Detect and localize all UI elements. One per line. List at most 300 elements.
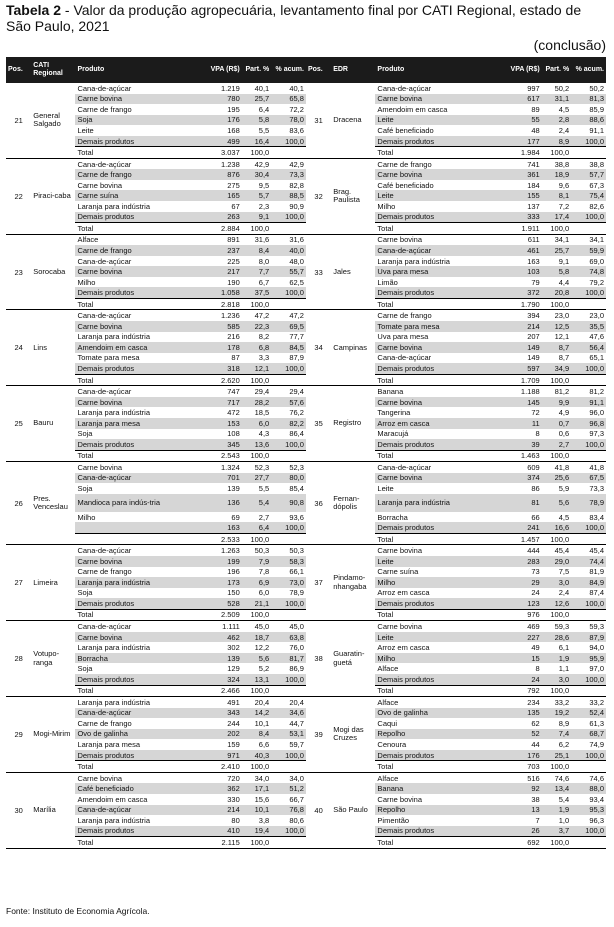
right-acum-cell: 96,0 [589,408,604,418]
left-product-cell: Laranja para indústria [77,815,150,825]
left-acum-cell: 81,7 [271,653,306,664]
left-product-cell: Carne bovina [75,321,203,332]
right-product-cell: Leite [375,632,503,643]
right-acum-cell: 85,9 [589,104,604,114]
right-region: São Paulo [331,772,375,848]
right-acum-cell: 100,0 [571,522,606,533]
right-vpa-cell: 92 [504,783,542,794]
right-position: 39 [306,697,331,773]
right-vpa-cell: 13 [504,805,542,816]
left-product-cell: Total [75,761,203,773]
left-product-cell: Laranja para indústria [77,332,150,342]
left-product-cell: Carne bovina [75,397,203,408]
right-part-cell: 1,9 [542,653,571,664]
right-part-cell: 18,9 [542,169,571,180]
left-acum-cell: 53,1 [271,729,306,740]
right-vpa-cell: 81 [504,494,542,512]
right-acum-cell: 82,6 [589,201,604,211]
right-product-cell: Carne bovina [375,169,503,180]
left-acum-cell: 80,6 [289,815,304,825]
right-acum-cell: 45,4 [589,546,604,556]
right-vpa-cell: 177 [504,136,542,147]
right-acum-cell: 84,9 [571,577,606,588]
left-acum-cell: 100,0 [271,287,306,298]
right-acum-cell: 100,0 [571,826,606,837]
left-position: 30 [6,772,31,848]
left-product-cell: Total [75,223,203,235]
left-acum-cell [271,533,306,545]
right-region: Campinas [331,310,375,386]
right-acum-cell: 41,8 [589,462,604,472]
left-acum-cell: 78,9 [289,588,304,598]
left-acum-cell: 100,0 [271,826,306,837]
right-position: 40 [306,772,331,848]
right-product-cell: Leite [375,190,503,201]
left-region: Bauru [31,386,75,462]
right-part-cell: 9,6 [558,180,570,190]
header-product-right: Produto [375,57,503,83]
right-vpa-cell: 372 [504,287,542,298]
left-product-cell: Soja [75,115,203,126]
left-part-cell: 100,0 [242,450,271,462]
right-part-cell: 7,2 [558,201,570,211]
right-part-cell: 25,1 [542,750,571,761]
right-vpa-cell: 8 [535,664,540,674]
right-product-cell: Carne de frango [377,159,432,169]
left-vpa-cell: 701 [204,473,242,484]
right-part-cell: 50,2 [554,83,570,93]
right-region: Pindamo-nhangaba [331,545,375,621]
left-acum-cell: 86,9 [289,664,304,674]
right-part-cell: 5,8 [542,266,571,277]
left-vpa-cell: 1.263 [220,546,240,556]
right-vpa-cell: 79 [531,277,540,287]
left-vpa-cell: 237 [204,245,242,256]
left-part-cell: 5,8 [242,115,271,126]
right-part-cell: 100,0 [542,533,571,545]
left-product-cell: Demais produtos [75,439,203,450]
right-part-cell: 3,0 [542,577,571,588]
left-vpa-cell: 472 [227,408,240,418]
right-part-cell: 7,5 [558,567,570,577]
left-vpa-cell: 1.219 [220,83,240,93]
left-vpa-cell: 343 [204,708,242,719]
left-vpa-cell: 318 [204,363,242,374]
header-part-left: Part. % [242,57,271,83]
right-part-cell: 12,1 [554,332,570,342]
right-position: 33 [306,234,331,310]
left-vpa-cell: 225 [227,256,240,266]
right-acum-cell [571,374,606,386]
right-part-cell: 100,0 [542,298,571,310]
right-part-cell: 5,4 [558,794,570,804]
right-acum-cell: 47,6 [589,332,604,342]
left-acum-cell [271,685,306,697]
right-product-cell: Leite [375,115,503,126]
left-position: 26 [6,462,31,545]
right-vpa-cell: 103 [504,266,542,277]
left-product-cell: Cana-de-açúcar [77,256,132,266]
left-position: 22 [6,158,31,234]
left-acum-cell: 82,8 [289,180,304,190]
left-vpa-cell: 2.620 [204,374,242,386]
right-product-cell: Café beneficiado [377,180,434,190]
left-acum-cell: 83,6 [289,125,304,135]
right-acum-cell: 52,4 [571,708,606,719]
left-product-cell: Laranja para mesa [77,740,140,750]
left-position: 29 [6,697,31,773]
left-part-cell: 100,0 [242,609,271,621]
left-vpa-cell: 780 [204,94,242,105]
left-acum-cell: 100,0 [271,598,306,609]
left-part-cell: 5,6 [242,653,271,664]
left-vpa-cell: 891 [227,235,240,245]
left-vpa-cell: 176 [204,115,242,126]
right-part-cell: 100,0 [542,147,571,159]
right-product-cell: Arroz em casca [375,418,503,429]
left-vpa-cell: 178 [204,342,242,353]
left-acum-cell: 76,2 [289,408,304,418]
left-part-cell: 7,7 [242,266,271,277]
left-vpa-cell: 345 [204,439,242,450]
left-vpa-cell: 195 [227,104,240,114]
table-row [6,697,606,708]
right-acum-cell: 87,9 [571,632,606,643]
right-vpa-cell: 8 [535,429,540,439]
right-acum-cell: 97,0 [589,664,604,674]
right-vpa-cell: 184 [527,180,540,190]
right-vpa-cell: 234 [527,697,540,707]
right-product-cell: Café beneficiado [377,125,434,135]
right-product-cell: Uva para mesa [375,266,503,277]
left-part-cell: 52,3 [254,462,270,472]
left-product-cell [75,533,203,545]
right-vpa-cell: 1.457 [504,533,542,545]
left-product-cell: Laranja para indústria [77,697,150,707]
left-product-cell: Milho [77,277,96,287]
left-part-cell: 2,7 [258,512,270,522]
left-vpa-cell: 302 [227,643,240,653]
right-acum-cell: 65,1 [589,353,604,363]
left-product-cell: Amendoim em casca [77,794,148,804]
right-vpa-cell: 24 [531,588,540,598]
right-vpa-cell: 73 [531,567,540,577]
left-vpa-cell: 67 [231,201,240,211]
left-product-cell: Demais produtos [75,136,203,147]
left-vpa-cell: 410 [204,826,242,837]
left-part-cell: 50,3 [254,546,270,556]
right-acum-cell: 100,0 [571,212,606,223]
right-vpa-cell: 1.709 [504,374,542,386]
right-vpa-cell: 1.188 [520,387,540,397]
left-vpa-cell: 2.410 [204,761,242,773]
right-part-cell: 3,7 [542,826,571,837]
right-product-cell: Carne bovina [375,342,503,353]
left-product-cell: Ovo de galinha [75,729,203,740]
left-vpa-cell: 202 [204,729,242,740]
left-part-cell: 6,0 [258,588,270,598]
right-region: Guaratin-guetá [331,621,375,697]
left-position: 25 [6,386,31,462]
right-acum-cell: 61,3 [589,718,604,728]
right-vpa-cell: 333 [504,212,542,223]
right-part-cell: 100,0 [542,685,571,697]
left-part-cell: 8,2 [258,332,270,342]
table-row [6,462,606,473]
left-acum-cell: 100,0 [271,674,306,685]
left-vpa-cell: 491 [227,697,240,707]
right-region: Mogi das Cruzes [331,697,375,773]
right-product-cell: Total [375,298,503,310]
left-product-cell: Total [75,298,203,310]
right-acum-cell: 38,8 [589,159,604,169]
table-row [6,83,606,94]
left-product-cell: Soja [77,484,93,493]
right-acum-cell: 100,0 [571,750,606,761]
header-product-left: Produto [75,57,203,83]
right-part-cell: 8,7 [542,342,571,353]
right-vpa-cell: 617 [504,94,542,105]
production-table [6,57,606,849]
right-vpa-cell: 29 [504,577,542,588]
left-part-cell: 13,6 [242,439,271,450]
left-product-cell: Cana-de-açúcar [77,311,132,321]
right-vpa-cell: 361 [504,169,542,180]
right-acum-cell: 83,4 [589,512,604,522]
right-vpa-cell: 38 [531,794,540,804]
right-product-cell: Banana [377,387,404,397]
left-part-cell: 29,4 [254,387,270,397]
left-vpa-cell: 136 [204,494,242,512]
right-acum-cell: 94,0 [589,643,604,653]
right-product-cell: Borracha [377,512,408,522]
right-part-cell: 9,1 [558,256,570,266]
right-acum-cell: 56,4 [571,342,606,353]
right-part-cell: 9,9 [542,397,571,408]
right-acum-cell: 100,0 [571,287,606,298]
left-vpa-cell: 1.058 [204,287,242,298]
left-vpa-cell: 2.884 [204,223,242,235]
left-product-cell: Laranja para mesa [75,418,203,429]
left-region: Sorocaba [31,234,75,310]
right-product-cell: Carne bovina [375,94,503,105]
right-acum-cell [571,609,606,621]
left-product-cell: Cana-de-açúcar [77,387,132,397]
right-vpa-cell: 24 [504,674,542,685]
left-vpa-cell: 3.037 [204,147,242,159]
left-product-cell: Cana-de-açúcar [77,159,132,169]
header-region-left: CATI Regional [31,57,75,83]
left-part-cell: 28,2 [242,397,271,408]
left-vpa-cell: 2.533 [204,533,242,545]
left-acum-cell: 80,0 [271,473,306,484]
right-product-cell: Demais produtos [375,439,503,450]
left-acum-cell: 48,0 [289,256,304,266]
right-part-cell: 38,8 [554,159,570,169]
left-vpa-cell: 2.466 [204,685,242,697]
left-acum-cell [271,374,306,386]
right-product-cell: Carne bovina [375,397,503,408]
left-vpa-cell: 747 [227,387,240,397]
left-acum-cell: 40,0 [271,245,306,256]
right-product-cell: Laranja para indústria [375,494,503,512]
left-product-cell: Demais produtos [75,598,203,609]
left-vpa-cell: 165 [204,190,242,201]
left-acum-cell: 84,5 [271,342,306,353]
left-part-cell: 2,3 [258,201,270,211]
right-acum-cell: 68,7 [571,729,606,740]
left-product-cell: Carne bovina [75,94,203,105]
right-acum-cell: 33,2 [589,697,604,707]
left-acum-cell: 42,9 [289,159,304,169]
header-vpa-right: VPA (R$) [504,57,542,83]
left-acum-cell: 47,2 [289,311,304,321]
left-vpa-cell: 163 [204,522,242,533]
right-product-cell: Caqui [377,718,398,728]
left-product-cell: Carne suína [75,190,203,201]
right-part-cell: 8,9 [558,718,570,728]
left-acum-cell: 100,0 [271,522,306,533]
left-acum-cell: 90,9 [289,201,304,211]
right-product-cell: Pimentão [377,815,410,825]
right-acum-cell: 100,0 [571,439,606,450]
header-acum-left: % acum. [271,57,306,83]
right-part-cell: 6,1 [558,643,570,653]
left-vpa-cell: 717 [204,397,242,408]
left-product-cell: Carne bovina [75,632,203,643]
right-acum-cell [571,761,606,773]
right-acum-cell: 74,8 [571,266,606,277]
right-acum-cell: 23,0 [589,311,604,321]
right-vpa-cell: 145 [504,397,542,408]
left-part-cell: 7,9 [242,556,271,567]
right-acum-cell: 100,0 [571,363,606,374]
left-part-cell: 100,0 [242,223,271,235]
table-body [6,83,606,848]
right-part-cell: 8,9 [542,136,571,147]
right-product-cell: Demais produtos [375,522,503,533]
right-acum-cell: 96,8 [571,418,606,429]
left-product-cell: Cana-de-açúcar [77,546,132,556]
left-acum-cell: 69,5 [271,321,306,332]
left-acum-cell: 73,0 [271,577,306,588]
left-product-cell: Total [75,837,203,849]
right-vpa-cell: 72 [531,408,540,418]
right-vpa-cell: 86 [531,484,540,493]
left-region: Marília [31,772,75,848]
right-product-cell: Arroz em casca [377,643,430,653]
right-product-cell: Total [375,837,503,849]
right-part-cell: 100,0 [542,223,571,235]
right-product-cell: Demais produtos [375,598,503,609]
left-region: General Salgado [31,83,75,158]
right-vpa-cell: 692 [504,837,542,849]
right-part-cell: 12,6 [542,598,571,609]
right-part-cell: 4,5 [558,104,570,114]
right-position: 36 [306,462,331,545]
right-acum-cell: 96,3 [589,815,604,825]
right-acum-cell: 81,2 [589,387,604,397]
left-region: Lins [31,310,75,386]
right-acum-cell: 100,0 [571,674,606,685]
left-acum-cell: 59,7 [289,740,304,750]
left-product-cell: Laranja para indústria [77,643,150,653]
right-acum-cell [571,223,606,235]
right-product-cell: Total [375,223,503,235]
left-product-cell: Cana-de-açúcar [75,805,203,816]
right-part-cell: 0,7 [542,418,571,429]
left-acum-cell: 50,3 [289,546,304,556]
header-row [6,57,606,83]
left-part-cell: 40,1 [254,83,270,93]
header-part-right: Part. % [542,57,571,83]
left-part-cell: 4,3 [258,429,270,439]
left-part-cell: 100,0 [242,298,271,310]
left-product-cell: Carne bovina [75,266,203,277]
left-part-cell: 7,8 [258,567,270,577]
left-acum-cell: 44,7 [289,718,304,728]
table-row [6,234,606,245]
right-acum-cell: 57,7 [571,169,606,180]
header-vpa-left: VPA (R$) [204,57,242,83]
right-acum-cell [571,533,606,545]
right-acum-cell: 59,3 [589,622,604,632]
left-part-cell: 9,5 [258,180,270,190]
left-acum-cell: 87,9 [289,353,304,363]
right-product-cell: Total [375,450,503,462]
right-position: 35 [306,386,331,462]
right-product-cell: Total [375,533,503,545]
table-row [6,772,606,783]
right-acum-cell: 67,3 [589,180,604,190]
right-acum-cell: 97,3 [589,429,604,439]
left-part-cell: 6,9 [242,577,271,588]
left-acum-cell: 66,1 [289,567,304,577]
source-note: Fonte: Instituto de Economia Agrícola. [6,906,150,916]
right-region: Dracena [331,83,375,158]
left-part-cell: 5,2 [258,664,270,674]
left-part-cell: 100,0 [242,837,271,849]
right-product-cell: Cana-de-açúcar [377,353,432,363]
left-part-cell: 42,9 [254,159,270,169]
left-part-cell: 30,4 [242,169,271,180]
left-region: Pres. Venceslau [31,462,75,545]
right-position: 37 [306,545,331,621]
left-acum-cell: 100,0 [271,212,306,223]
right-vpa-cell: 11 [504,418,542,429]
right-part-cell: 13,4 [542,783,571,794]
left-acum-cell: 76,0 [289,643,304,653]
left-part-cell: 6,4 [258,104,270,114]
left-acum-cell: 34,0 [289,773,304,783]
right-vpa-cell: 516 [527,773,540,783]
left-part-cell: 5,7 [242,190,271,201]
left-acum-cell [271,609,306,621]
right-product-cell: Tomate para mesa [375,321,503,332]
right-product-cell: Carne bovina [377,794,423,804]
left-product-cell: Carne de frango [75,245,203,256]
right-vpa-cell: 703 [504,761,542,773]
left-acum-cell [271,298,306,310]
left-product-cell: Total [75,374,203,386]
right-position: 31 [306,83,331,158]
right-part-cell: 59,3 [554,622,570,632]
left-part-cell: 47,2 [254,311,270,321]
left-acum-cell: 63,8 [271,632,306,643]
left-vpa-cell: 216 [227,332,240,342]
left-vpa-cell: 190 [227,277,240,287]
right-acum-cell: 95,3 [571,805,606,816]
